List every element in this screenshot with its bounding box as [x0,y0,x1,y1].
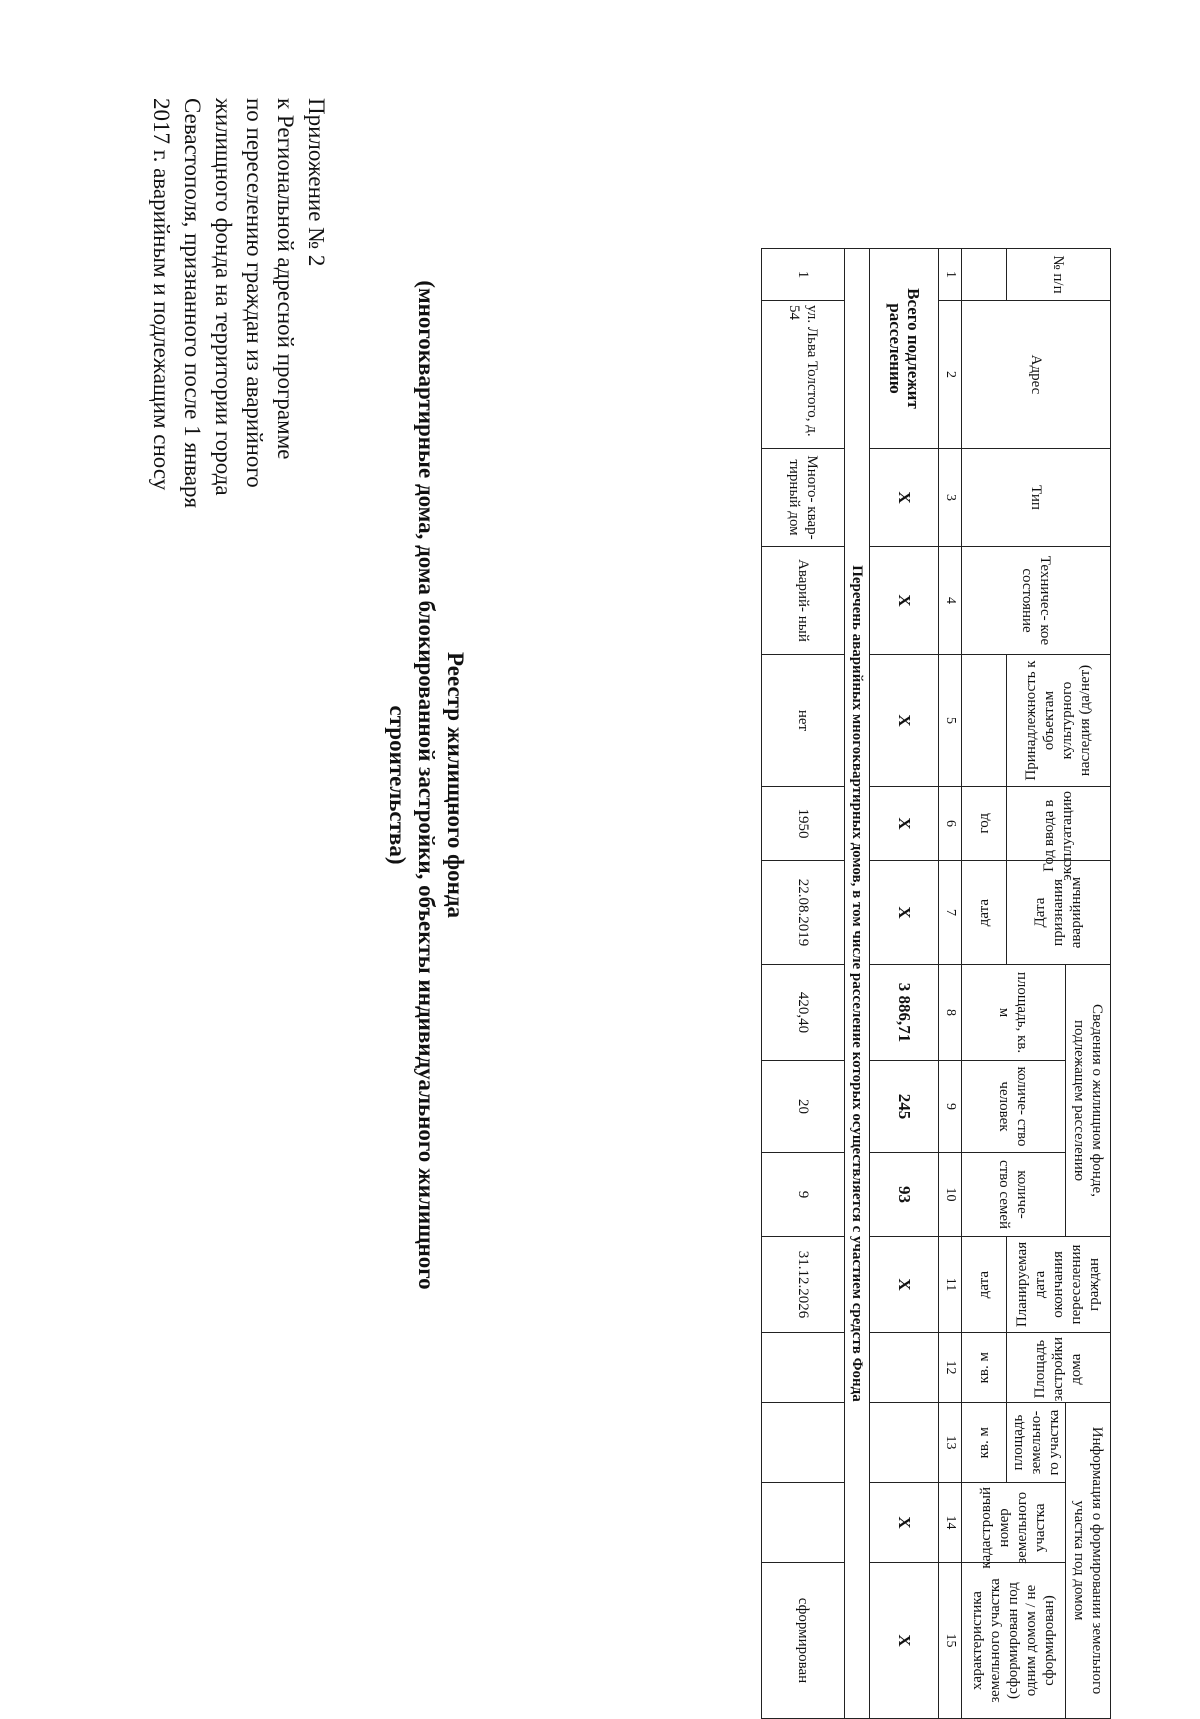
row-recognition: 22.08.2019 [762,861,845,965]
header-land-area-unit: кв. м [962,1403,1007,1483]
header-housing-info: Сведения о жилищном фонде, подлежащем расселению [1066,965,1111,1237]
row-year: 1950 [762,787,845,861]
col-number: 4 [939,547,962,655]
header-land-area: площадь земельно- го участка [1007,1403,1066,1483]
appendix-line: Приложение № 2 [304,98,329,267]
table-row [762,249,845,1719]
row-people: 20 [762,1061,845,1153]
header-build-area: Площадь застройки дома [1007,1333,1111,1403]
total-label: Всего подлежит расселению [870,249,939,449]
row-planned: 31.12.2026 [762,1237,845,1333]
row-land-char: сформирован [762,1563,845,1719]
col-number: 7 [939,861,962,965]
registry-table [761,248,1111,1719]
total-recognition: X [870,861,939,965]
row-families: 9 [762,1153,845,1237]
header-land-info: Информация о формировании земельного участка под домом [1066,1403,1111,1719]
header-land-char: характеристика земельного участка (сформирован под одним домом / не сформирован) [962,1563,1066,1719]
col-number: 10 [939,1153,962,1237]
header-families: количе- ство семей [962,1153,1066,1237]
total-land-char: X [870,1563,939,1719]
title-line-1: Реестр жилищного фонда [443,652,468,918]
header-year: Год ввода в эксплуатацию [1007,787,1111,861]
total-planned: X [870,1237,939,1333]
header-area: площадь, кв. м [962,965,1066,1061]
col-number: 5 [939,655,962,787]
header-num-unit [962,249,1007,301]
header-planned-unit: дата [962,1237,1007,1333]
col-number: 9 [939,1061,962,1153]
row-build-area [762,1333,845,1403]
appendix-line: по переселению граждан из аварийного [242,98,267,488]
appendix-line: 2017 г. аварийным и подлежащим сносу [149,98,174,491]
row-tech: Аварий- ный [762,547,845,655]
col-number: 12 [939,1333,962,1403]
row-land-area [762,1403,845,1483]
col-number: 8 [939,965,962,1061]
appendix-line: к Региональной адресной программе [273,98,298,460]
header-num: № п/п [1007,249,1111,301]
header-tech-state: Техничес- кое состояние [962,547,1111,655]
col-number: 13 [939,1403,962,1483]
total-area: 3 886,71 [870,965,939,1061]
header-recognition-unit: дата [962,861,1007,965]
row-area: 420,40 [762,965,845,1061]
col-number: 6 [939,787,962,861]
col-number: 15 [939,1563,962,1719]
header-recognition: Дата признания аварийным [1007,861,1111,965]
col-number: 1 [939,249,962,301]
header-type: Тип [962,449,1111,547]
header-people: количе- ство человек [962,1061,1066,1153]
document-title [383,210,470,1360]
col-number: 2 [939,301,962,449]
header-cadastral: кадастровый номер земельного участка [962,1483,1066,1563]
header-build-unit: кв. м [962,1333,1007,1403]
total-year: X [870,787,939,861]
total-build-area [870,1333,939,1403]
col-number: 3 [939,449,962,547]
row-type: Много- квар- тирный дом [762,449,845,547]
title-line-3: строительства) [385,705,410,865]
header-heritage: Принадлежность к объектам культурного наследия (да/нет) [1007,655,1111,787]
total-type: X [870,449,939,547]
header-year-unit: год [962,787,1007,861]
total-tech: X [870,547,939,655]
appendix-line: Севастополя, признанного после 1 января [180,98,205,509]
row-address: ул. Льва Толстого, д. 54 [762,301,845,449]
total-people: 245 [870,1061,939,1153]
total-cadastral: X [870,1483,939,1563]
header-planned-date: Планируемая дата окончания переселения граждан [1007,1237,1111,1333]
total-families: 93 [870,1153,939,1237]
col-number: 14 [939,1483,962,1563]
section-title: Перечень аварийных многоквартирных домов, в том числе расселение которых осуществляется с участием средств Фонда [845,249,870,1719]
total-land-area [870,1403,939,1483]
row-cadastral [762,1483,845,1563]
row-heritage: нет [762,655,845,787]
header-heritage-unit [962,655,1007,787]
col-number: 11 [939,1237,962,1333]
total-row [870,249,939,1719]
appendix-line: жилищного фонда на территории города [211,98,236,496]
title-line-2: (многоквартирные дома, дома блокированной застройки, объекты индивидуального жилищного [414,280,439,1290]
appendix-block [146,98,332,818]
total-heritage: X [870,655,939,787]
header-address: Адрес [962,301,1111,449]
row-num: 1 [762,249,845,301]
